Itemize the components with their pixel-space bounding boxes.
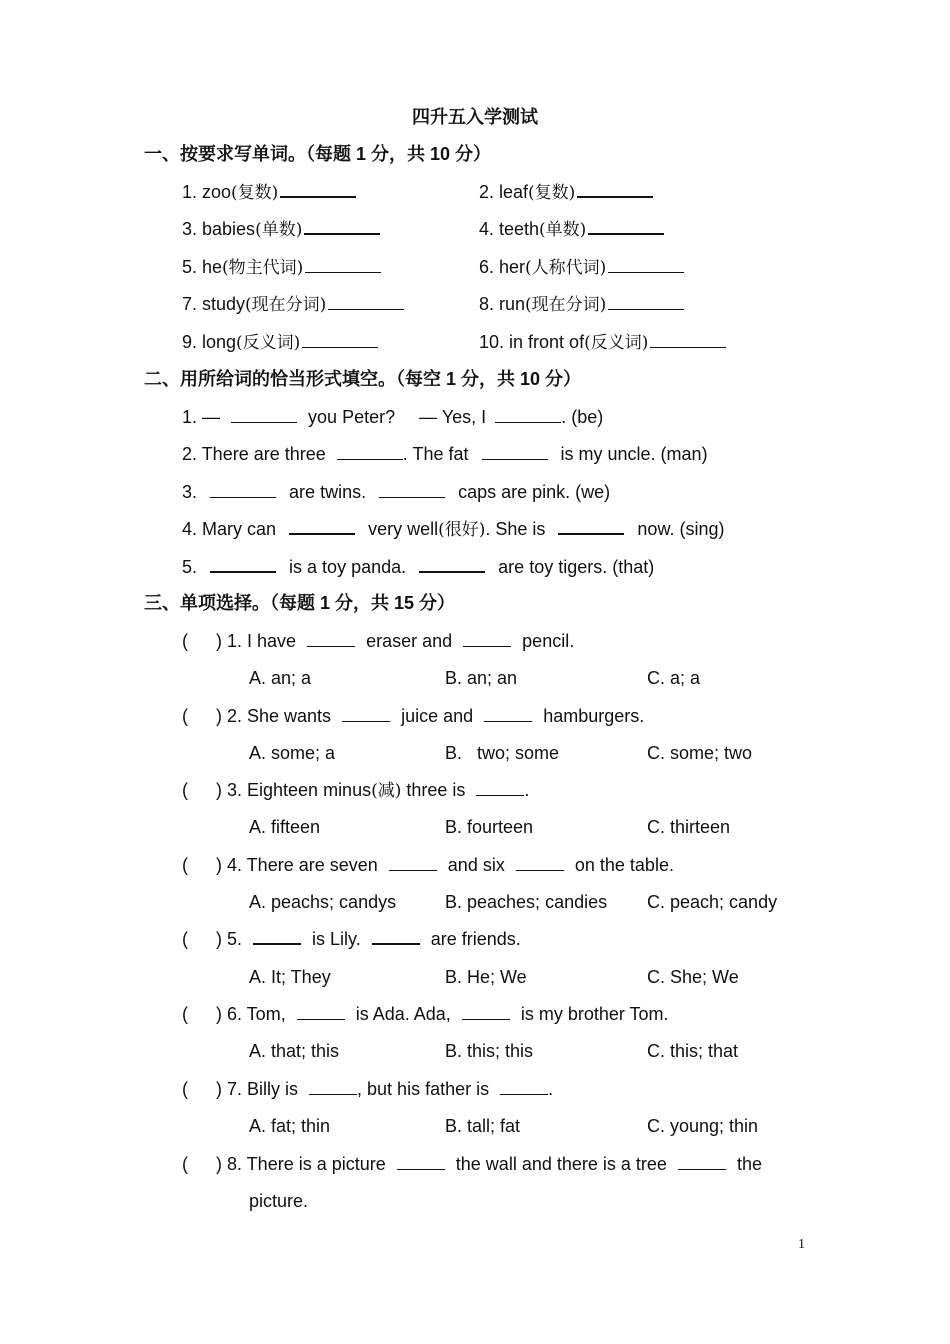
answer-blank[interactable] xyxy=(397,1155,445,1170)
answer-blank[interactable] xyxy=(328,295,404,310)
sec1-item-8: 8. run(现在分词) xyxy=(479,293,688,316)
sec3-q4-option-c[interactable]: C. peach; candy xyxy=(647,892,778,912)
answer-blank[interactable] xyxy=(678,1155,726,1170)
sec3-q4-option-b[interactable]: B. peaches; candies xyxy=(445,892,608,912)
sec1-item-2: 2. leaf(复数) xyxy=(479,181,657,204)
sec3-q1-option-b[interactable]: B. an; an xyxy=(445,668,518,688)
sec3-q6-option-a[interactable]: A. that; this xyxy=(249,1041,340,1061)
sec1-item-6-note: (人称代词) xyxy=(525,258,607,278)
sec3-q3-option-c[interactable]: C. thirteen xyxy=(647,817,731,837)
sec1-item-2-note: (复数) xyxy=(528,183,576,203)
answer-paren[interactable]: ( xyxy=(182,855,188,875)
answer-blank[interactable] xyxy=(337,445,403,460)
answer-blank[interactable] xyxy=(297,1005,345,1020)
answer-blank[interactable] xyxy=(309,1080,357,1095)
answer-blank[interactable] xyxy=(231,408,297,423)
page-number: 1 xyxy=(798,1237,805,1252)
answer-blank[interactable] xyxy=(253,929,301,945)
answer-blank[interactable] xyxy=(516,856,564,871)
answer-blank[interactable] xyxy=(463,632,511,647)
sec1-item-8-note: (现在分词) xyxy=(525,295,607,315)
sec3-q2-option-a[interactable]: A. some; a xyxy=(249,743,336,763)
sec3-question-8: ( ) 8. There is a picture the wall and there is a tree the xyxy=(182,1154,762,1174)
sec3-q1-option-a[interactable]: A. an; a xyxy=(249,668,312,688)
sec3-q6-option-c[interactable]: C. this; that xyxy=(647,1041,739,1061)
answer-blank[interactable] xyxy=(307,632,355,647)
answer-blank[interactable] xyxy=(372,929,420,945)
answer-blank[interactable] xyxy=(305,258,381,273)
sec3-question-3: ( ) 3. Eighteen minus(减) three is . xyxy=(182,780,530,801)
answer-blank[interactable] xyxy=(280,182,356,198)
sec2-question-1: 1. — you Peter? — Yes, I . (be) xyxy=(182,407,604,427)
sec1-item-7: 7. study(现在分词) xyxy=(182,293,408,316)
answer-blank[interactable] xyxy=(500,1080,548,1095)
sec3-q3-note: (减) xyxy=(371,781,402,801)
sec3-q4-option-a[interactable]: A. peachs; candys xyxy=(249,892,397,912)
sec3-q8-continuation: picture. xyxy=(249,1191,309,1211)
sec3-q2-option-c[interactable]: C. some; two xyxy=(647,743,753,763)
answer-blank[interactable] xyxy=(379,483,445,498)
answer-blank[interactable] xyxy=(302,333,378,348)
sec3-q5-option-a[interactable]: A. It; They xyxy=(249,967,331,987)
sec1-item-1-note: (复数) xyxy=(231,183,279,203)
sec1-item-3: 3. babies(单数) xyxy=(182,218,384,241)
sec2-question-5: 5. is a toy panda. are toy tigers. (that) xyxy=(182,557,655,577)
answer-paren[interactable]: ( xyxy=(182,1079,188,1099)
section-3-heading: 三、单项选择。（每题 1 分，共 15 分） xyxy=(144,593,456,613)
answer-paren[interactable]: ( xyxy=(182,631,188,651)
answer-blank[interactable] xyxy=(650,333,726,348)
answer-paren[interactable]: ( xyxy=(182,706,188,726)
sec3-question-5: ( ) 5. is Lily. are friends. xyxy=(182,929,521,949)
answer-paren[interactable]: ( xyxy=(182,929,188,949)
answer-blank[interactable] xyxy=(210,557,276,573)
answer-blank[interactable] xyxy=(342,707,390,722)
sec1-item-10: 10. in front of(反义词) xyxy=(479,331,730,354)
page-title: 四升五入学测试 xyxy=(412,107,538,127)
sec3-question-6: ( ) 6. Tom, is Ada. Ada, is my brother Tom. xyxy=(182,1004,669,1024)
sec1-item-6: 6. her(人称代词) xyxy=(479,256,688,279)
sec2-question-2: 2. There are three . The fat is my uncle. (man) xyxy=(182,444,708,464)
sec1-item-4-note: (单数) xyxy=(539,220,587,240)
sec3-q7-option-c[interactable]: C. young; thin xyxy=(647,1116,759,1136)
answer-blank[interactable] xyxy=(577,182,653,198)
sec3-q7-option-b[interactable]: B. tall; fat xyxy=(445,1116,521,1136)
sec1-item-9-note: (反义词) xyxy=(236,333,301,353)
sec3-question-4: ( ) 4. There are seven and six on the table. xyxy=(182,855,674,875)
sec3-q1-option-c[interactable]: C. a; a xyxy=(647,668,701,688)
sec1-item-3-note: (单数) xyxy=(255,220,303,240)
sec1-item-9: 9. long(反义词) xyxy=(182,331,382,354)
sec1-item-5-note: (物主代词) xyxy=(222,258,304,278)
sec1-item-7-note: (现在分词) xyxy=(245,295,327,315)
sec2-question-4: 4. Mary can very well(很好). She is now. (sing) xyxy=(182,519,725,540)
sec3-question-1: ( ) 1. I have eraser and pencil. xyxy=(182,631,575,651)
answer-blank[interactable] xyxy=(558,519,624,535)
answer-blank[interactable] xyxy=(210,483,276,498)
answer-paren[interactable]: ( xyxy=(182,780,188,800)
answer-blank[interactable] xyxy=(304,219,380,235)
answer-blank[interactable] xyxy=(484,707,532,722)
sec3-q3-option-b[interactable]: B. fourteen xyxy=(445,817,534,837)
answer-blank[interactable] xyxy=(588,219,664,235)
sec3-question-7: ( ) 7. Billy is , but his father is . xyxy=(182,1079,554,1099)
sec3-q5-option-c[interactable]: C. She; We xyxy=(647,967,739,987)
sec3-q2-option-b[interactable]: B. two; some xyxy=(445,743,560,763)
answer-paren[interactable]: ( xyxy=(182,1154,188,1174)
answer-blank[interactable] xyxy=(462,1005,510,1020)
answer-paren[interactable]: ( xyxy=(182,1004,188,1024)
sec2-q4-note: (很好) xyxy=(438,520,486,540)
sec2-question-3: 3. are twins. caps are pink. (we) xyxy=(182,482,611,502)
sec1-item-4: 4. teeth(单数) xyxy=(479,218,668,241)
section-2-heading: 二、用所给词的恰当形式填空。（每空 1 分，共 10 分） xyxy=(144,369,582,389)
section-1-heading: 一、按要求写单词。（每题 1 分，共 10 分） xyxy=(144,144,492,164)
sec3-question-2: ( ) 2. She wants juice and hamburgers. xyxy=(182,706,645,726)
answer-blank[interactable] xyxy=(608,295,684,310)
answer-blank[interactable] xyxy=(476,781,524,796)
answer-blank[interactable] xyxy=(495,408,561,423)
answer-blank[interactable] xyxy=(389,856,437,871)
sec3-q3-option-a[interactable]: A. fifteen xyxy=(249,817,321,837)
answer-blank[interactable] xyxy=(419,557,485,573)
answer-blank[interactable] xyxy=(482,445,548,460)
sec3-q6-option-b[interactable]: B. this; this xyxy=(445,1041,534,1061)
sec3-q5-option-b[interactable]: B. He; We xyxy=(445,967,527,987)
sec3-q7-option-a[interactable]: A. fat; thin xyxy=(249,1116,331,1136)
sec1-item-1: 1. zoo(复数) xyxy=(182,181,360,204)
sec1-item-5: 5. he(物主代词) xyxy=(182,256,385,279)
answer-blank[interactable] xyxy=(289,519,355,535)
sec1-item-10-note: (反义词) xyxy=(584,333,649,353)
answer-blank[interactable] xyxy=(608,258,684,273)
